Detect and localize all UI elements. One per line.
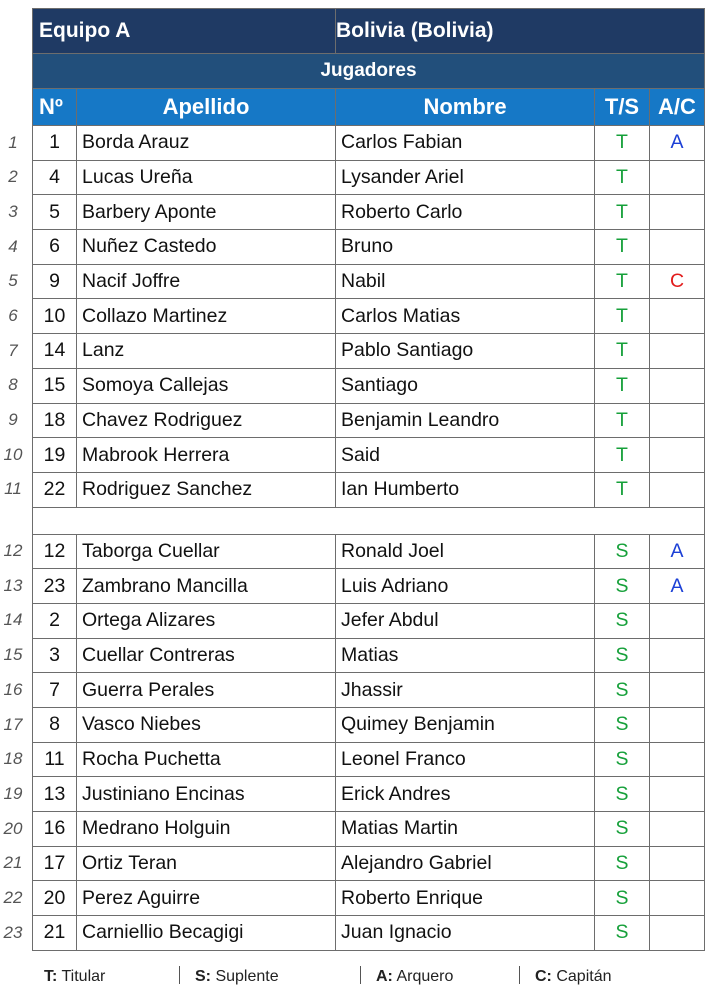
player-last-name: Borda Arauz [77, 126, 336, 161]
player-role [650, 195, 705, 230]
player-last-name: Rodriguez Sanchez [77, 472, 336, 507]
player-row [33, 230, 705, 265]
player-last-name: Cuellar Contreras [77, 638, 336, 673]
legend-key: S: [195, 968, 211, 985]
player-first-name: Roberto Carlo [336, 195, 595, 230]
player-number: 6 [33, 230, 77, 265]
player-number: 1 [33, 126, 77, 161]
player-first-name: Jhassir [336, 673, 595, 708]
player-first-name: Lysander Ariel [336, 160, 595, 195]
player-last-name: Ortiz Teran [77, 846, 336, 881]
row-number: 17 [3, 714, 23, 734]
player-row [33, 160, 705, 195]
legend-key: T: [44, 968, 58, 985]
player-role [650, 916, 705, 951]
row-number: 5 [8, 271, 18, 291]
legend-divider [519, 966, 520, 984]
row-number: 10 [3, 444, 23, 464]
player-last-name: Carniellio Becagigi [77, 916, 336, 951]
player-number: 7 [33, 673, 77, 708]
legend-item [195, 968, 279, 986]
player-row [33, 673, 705, 708]
player-row [33, 195, 705, 230]
player-role [650, 368, 705, 403]
player-starter-status: S [595, 603, 650, 638]
player-first-name: Matias [336, 638, 595, 673]
player-number: 5 [33, 195, 77, 230]
player-starter-status: S [595, 638, 650, 673]
row-number: 23 [3, 922, 23, 942]
player-number: 20 [33, 881, 77, 916]
player-row [33, 264, 705, 299]
player-role [650, 603, 705, 638]
player-first-name: Luis Adriano [336, 569, 595, 604]
player-first-name: Bruno [336, 230, 595, 265]
row-number: 2 [8, 167, 18, 187]
team-label: Equipo A [33, 9, 336, 54]
player-role: C [650, 264, 705, 299]
legend-item [535, 968, 611, 986]
player-row [33, 334, 705, 369]
player-starter-status: S [595, 534, 650, 569]
player-first-name: Benjamin Leandro [336, 403, 595, 438]
player-last-name: Nuñez Castedo [77, 230, 336, 265]
row-number: 6 [8, 305, 18, 325]
player-number: 12 [33, 534, 77, 569]
player-row [33, 638, 705, 673]
legend-divider [360, 966, 361, 984]
player-starter-status: S [595, 916, 650, 951]
row-number: 4 [8, 236, 18, 256]
player-first-name: Santiago [336, 368, 595, 403]
player-number: 18 [33, 403, 77, 438]
player-number: 16 [33, 812, 77, 847]
separator-row [33, 507, 705, 534]
player-number: 8 [33, 708, 77, 743]
player-first-name: Quimey Benjamin [336, 708, 595, 743]
player-number: 21 [33, 916, 77, 951]
player-starter-status: S [595, 673, 650, 708]
player-last-name: Zambrano Mancilla [77, 569, 336, 604]
player-row [33, 126, 705, 161]
player-first-name: Erick Andres [336, 777, 595, 812]
row-number: 15 [3, 645, 23, 665]
player-number: 13 [33, 777, 77, 812]
player-role: A [650, 126, 705, 161]
player-number: 9 [33, 264, 77, 299]
player-first-name: Carlos Fabian [336, 126, 595, 161]
column-header-last-name: Apellido [77, 89, 336, 126]
player-starter-status: S [595, 812, 650, 847]
player-role [650, 708, 705, 743]
player-row [33, 846, 705, 881]
player-first-name: Carlos Matias [336, 299, 595, 334]
row-number: 9 [8, 410, 18, 429]
column-header-row [33, 89, 705, 126]
player-number: 10 [33, 299, 77, 334]
country-name: Bolivia (Bolivia) [336, 9, 705, 54]
player-role [650, 334, 705, 369]
player-row [33, 368, 705, 403]
player-role [650, 638, 705, 673]
player-number: 17 [33, 846, 77, 881]
player-last-name: Chavez Rodriguez [77, 403, 336, 438]
player-row [33, 812, 705, 847]
player-last-name: Ortega Alizares [77, 603, 336, 638]
player-last-name: Medrano Holguin [77, 812, 336, 847]
player-first-name: Ian Humberto [336, 472, 595, 507]
player-role [650, 742, 705, 777]
legend [32, 962, 704, 985]
player-starter-status: T [595, 126, 650, 161]
player-first-name: Leonel Franco [336, 742, 595, 777]
row-number: 12 [3, 541, 23, 561]
player-last-name: Somoya Callejas [77, 368, 336, 403]
player-starter-status: T [595, 160, 650, 195]
player-role [650, 299, 705, 334]
player-number: 4 [33, 160, 77, 195]
player-last-name: Vasco Niebes [77, 708, 336, 743]
player-starter-status: S [595, 569, 650, 604]
player-last-name: Perez Aguirre [77, 881, 336, 916]
section-title: Jugadores [33, 54, 705, 89]
player-row [33, 916, 705, 951]
player-first-name: Pablo Santiago [336, 334, 595, 369]
player-first-name: Nabil [336, 264, 595, 299]
player-number: 14 [33, 334, 77, 369]
player-starter-status: S [595, 846, 650, 881]
row-number: 18 [3, 749, 23, 769]
row-number: 16 [3, 679, 23, 699]
row-number: 11 [4, 479, 22, 499]
section-header-row [33, 54, 705, 89]
player-row [33, 472, 705, 507]
row-number: 13 [3, 575, 23, 595]
player-role [650, 472, 705, 507]
player-starter-status: T [595, 403, 650, 438]
player-starter-status: T [595, 264, 650, 299]
column-header-first-name: Nombre [336, 89, 595, 126]
player-starter-status: S [595, 881, 650, 916]
column-header-ac: A/C [650, 89, 705, 126]
player-last-name: Barbery Aponte [77, 195, 336, 230]
player-starter-status: S [595, 742, 650, 777]
player-role [650, 403, 705, 438]
player-role [650, 230, 705, 265]
legend-key: A: [376, 968, 393, 985]
player-starter-status: S [595, 708, 650, 743]
player-starter-status: T [595, 230, 650, 265]
legend-key: C: [535, 968, 552, 985]
player-row [33, 299, 705, 334]
player-starter-status: T [595, 438, 650, 473]
row-number: 8 [8, 375, 18, 395]
player-starter-status: T [595, 334, 650, 369]
lineup-table [32, 8, 705, 951]
column-header-number: Nº [33, 89, 77, 126]
player-row [33, 742, 705, 777]
row-number: 19 [3, 783, 23, 803]
legend-item [376, 968, 453, 986]
player-last-name: Guerra Perales [77, 673, 336, 708]
legend-text: Capitán [551, 968, 612, 985]
player-number: 2 [33, 603, 77, 638]
row-number: 1 [8, 132, 18, 152]
player-role [650, 846, 705, 881]
player-role: A [650, 569, 705, 604]
player-last-name: Mabrook Herrera [77, 438, 336, 473]
player-role [650, 673, 705, 708]
legend-item [44, 968, 105, 986]
player-number: 22 [33, 472, 77, 507]
player-number: 15 [33, 368, 77, 403]
player-first-name: Jefer Abdul [336, 603, 595, 638]
player-last-name: Collazo Martinez [77, 299, 336, 334]
row-number: 20 [3, 818, 23, 838]
player-row [33, 438, 705, 473]
row-number: 14 [3, 610, 23, 630]
row-number: 3 [8, 201, 18, 221]
player-last-name: Lucas Ureña [77, 160, 336, 195]
player-starter-status: S [595, 777, 650, 812]
player-row [33, 534, 705, 569]
player-first-name: Juan Ignacio [336, 916, 595, 951]
player-first-name: Alejandro Gabriel [336, 846, 595, 881]
legend-divider [179, 966, 180, 984]
legend-text: Suplente [211, 968, 279, 985]
player-role [650, 881, 705, 916]
player-row [33, 403, 705, 438]
row-number: 21 [3, 853, 23, 873]
player-number: 23 [33, 569, 77, 604]
player-starter-status: T [595, 472, 650, 507]
player-first-name: Matias Martin [336, 812, 595, 847]
column-header-ts: T/S [595, 89, 650, 126]
player-role [650, 777, 705, 812]
player-row [33, 881, 705, 916]
player-number: 11 [33, 742, 77, 777]
legend-text: Arquero [392, 968, 454, 985]
player-row [33, 777, 705, 812]
player-starter-status: T [595, 195, 650, 230]
player-row [33, 708, 705, 743]
player-starter-status: T [595, 299, 650, 334]
player-last-name: Nacif Joffre [77, 264, 336, 299]
row-number: 7 [8, 340, 18, 360]
player-first-name: Said [336, 438, 595, 473]
player-first-name: Ronald Joel [336, 534, 595, 569]
player-first-name: Roberto Enrique [336, 881, 595, 916]
player-role [650, 812, 705, 847]
row-number: 22 [3, 887, 23, 907]
player-number: 3 [33, 638, 77, 673]
player-last-name: Rocha Puchetta [77, 742, 336, 777]
player-starter-status: T [595, 368, 650, 403]
player-row [33, 603, 705, 638]
player-role [650, 438, 705, 473]
player-last-name: Taborga Cuellar [77, 534, 336, 569]
player-last-name: Lanz [77, 334, 336, 369]
player-last-name: Justiniano Encinas [77, 777, 336, 812]
player-role: A [650, 534, 705, 569]
legend-text: Titular [57, 968, 106, 985]
player-number: 19 [33, 438, 77, 473]
player-role [650, 160, 705, 195]
team-header-row [33, 9, 705, 54]
player-row [33, 569, 705, 604]
